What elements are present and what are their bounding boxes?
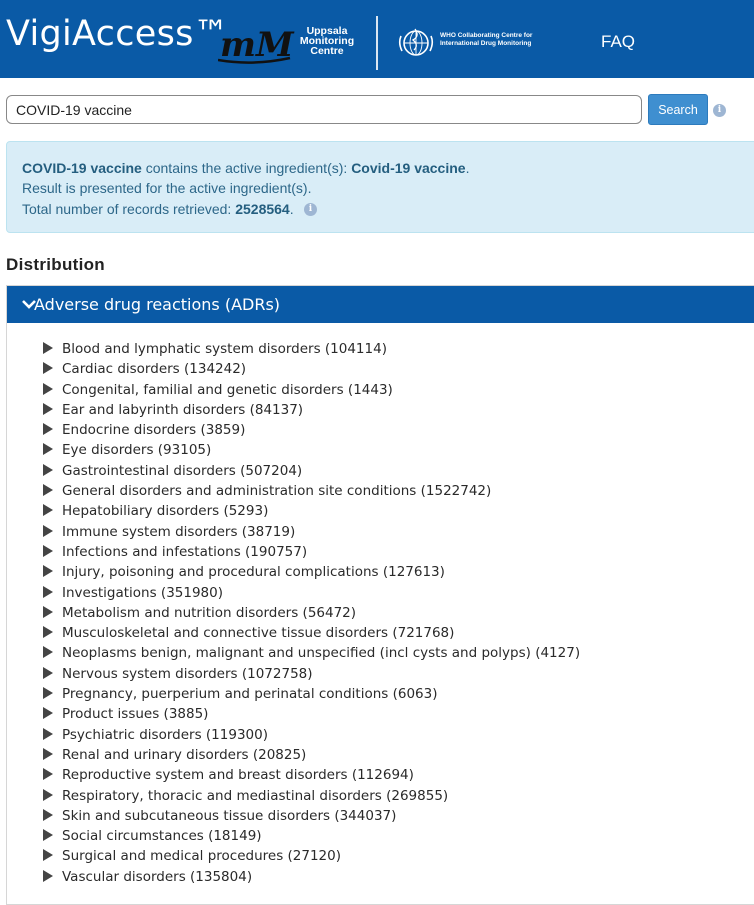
adr-category-item[interactable] — [40, 727, 580, 747]
expand-triangle-icon[interactable] — [43, 748, 53, 760]
expand-triangle-icon[interactable] — [43, 504, 53, 516]
expand-triangle-icon[interactable] — [43, 403, 53, 415]
expand-triangle-icon[interactable] — [43, 423, 53, 435]
expand-triangle-icon[interactable] — [43, 464, 53, 476]
adr-category-item[interactable] — [40, 666, 580, 686]
expand-triangle-icon[interactable] — [43, 383, 53, 395]
adr-category-item[interactable] — [40, 402, 580, 422]
adr-category-label: Skin and subcutaneous tissue disorders (344037) — [62, 807, 397, 824]
top-header-bar — [0, 0, 754, 78]
umc-logo-glyph: mM — [220, 25, 294, 65]
app-title[interactable]: VigiAccess™ — [6, 14, 229, 54]
adr-category-item[interactable] — [40, 686, 580, 706]
adr-category-label: Musculoskeletal and connective tissue disorders (721768) — [62, 625, 455, 642]
umc-name: Uppsala Monitoring Centre — [299, 25, 355, 57]
adr-category-label: Neoplasms benign, malignant and unspecified (incl cysts and polyps) (4127) — [62, 645, 581, 662]
search-button[interactable]: Search — [648, 94, 708, 125]
active-ingredient: Covid-19 vaccine — [351, 160, 466, 176]
adr-category-item[interactable] — [40, 828, 580, 848]
adr-category-item[interactable] — [40, 503, 580, 523]
adr-category-label: Vascular disorders (135804) — [62, 868, 253, 885]
adr-category-label: Surgical and medical procedures (27120) — [62, 848, 341, 865]
result-info-alert — [6, 141, 754, 233]
adr-category-label: Gastrointestinal disorders (507204) — [62, 462, 303, 479]
adr-category-item[interactable] — [40, 625, 580, 645]
ingredient-line-end: . — [465, 160, 470, 176]
adr-category-item[interactable] — [40, 645, 580, 665]
result-presentation-note: Result is presented for the active ingredient(s). — [22, 180, 312, 196]
expand-triangle-icon[interactable] — [43, 728, 53, 740]
expand-triangle-icon[interactable] — [43, 849, 53, 861]
adr-category-item[interactable] — [40, 747, 580, 767]
adr-category-item[interactable] — [40, 848, 580, 868]
adr-category-label: Endocrine disorders (3859) — [62, 422, 246, 439]
expand-triangle-icon[interactable] — [43, 768, 53, 780]
adr-category-label: Congenital, familial and genetic disorders (1443) — [62, 381, 393, 398]
adr-category-item[interactable] — [40, 767, 580, 787]
adr-category-label: Psychiatric disorders (119300) — [62, 726, 268, 743]
adr-category-item[interactable] — [40, 564, 580, 584]
adr-category-label: Renal and urinary disorders (20825) — [62, 746, 307, 763]
adr-category-item[interactable] — [40, 869, 580, 889]
search-info-icon[interactable]: i — [713, 104, 726, 117]
adr-category-label: Social circumstances (18149) — [62, 828, 262, 845]
adr-category-label: Investigations (351980) — [62, 584, 224, 601]
adr-category-label: Injury, poisoning and procedural complications (127613) — [62, 564, 445, 581]
adr-category-label: General disorders and administration site conditions (1522742) — [62, 483, 492, 500]
total-records-line — [22, 201, 294, 217]
expand-triangle-icon[interactable] — [43, 646, 53, 658]
adr-category-label: Hepatobiliary disorders (5293) — [62, 503, 269, 520]
expand-triangle-icon[interactable] — [43, 626, 53, 638]
adr-category-item[interactable] — [40, 585, 580, 605]
who-collaborating-centre: WHO Collaborating Centre for International Drug Monitoring — [440, 32, 533, 47]
adr-category-item[interactable] — [40, 483, 580, 503]
adr-category-item[interactable] — [40, 463, 580, 483]
adr-category-label: Infections and infestations (190757) — [62, 543, 308, 560]
expand-triangle-icon[interactable] — [43, 606, 53, 618]
adr-category-label: Respiratory, thoracic and mediastinal disorders (269855) — [62, 787, 449, 804]
expand-triangle-icon[interactable] — [43, 667, 53, 679]
who-emblem-icon — [398, 26, 434, 60]
adr-category-label: Metabolism and nutrition disorders (56472) — [62, 604, 357, 621]
adr-category-item[interactable] — [40, 422, 580, 442]
adr-category-item[interactable] — [40, 605, 580, 625]
adr-category-label: Reproductive system and breast disorders (112694) — [62, 767, 414, 784]
total-records-count: 2528564 — [235, 201, 290, 217]
expand-triangle-icon[interactable] — [43, 586, 53, 598]
adr-category-item[interactable] — [40, 442, 580, 462]
adr-category-label: Ear and labyrinth disorders (84137) — [62, 401, 304, 418]
expand-triangle-icon[interactable] — [43, 565, 53, 577]
adr-panel-title: Adverse drug reactions (ADRs) — [34, 295, 281, 314]
search-input[interactable] — [6, 95, 642, 124]
distribution-heading: Distribution — [6, 255, 105, 274]
adr-category-item[interactable] — [40, 341, 580, 361]
expand-triangle-icon[interactable] — [43, 687, 53, 699]
adr-category-list — [40, 341, 580, 889]
adr-category-item[interactable] — [40, 706, 580, 726]
adr-category-item[interactable] — [40, 544, 580, 564]
expand-triangle-icon[interactable] — [43, 443, 53, 455]
searched-drug: COVID-19 vaccine — [22, 160, 142, 176]
adr-category-label: Nervous system disorders (1072758) — [62, 665, 313, 682]
adr-category-label: Immune system disorders (38719) — [62, 523, 296, 540]
adr-category-item[interactable] — [40, 808, 580, 828]
adr-category-item[interactable] — [40, 361, 580, 381]
adr-category-label: Blood and lymphatic system disorders (104114) — [62, 341, 387, 357]
header-divider — [376, 16, 378, 70]
ingredient-line-text: contains the active ingredient(s): — [145, 160, 348, 176]
expand-triangle-icon[interactable] — [43, 829, 53, 841]
adr-category-label: Eye disorders (93105) — [62, 442, 212, 459]
expand-triangle-icon[interactable] — [43, 545, 53, 557]
adr-category-item[interactable] — [40, 788, 580, 808]
expand-triangle-icon[interactable] — [43, 525, 53, 537]
expand-triangle-icon[interactable] — [43, 809, 53, 821]
expand-triangle-icon[interactable] — [43, 342, 53, 354]
expand-triangle-icon[interactable] — [43, 484, 53, 496]
adr-category-label: Pregnancy, puerperium and perinatal conditions (6063) — [62, 686, 438, 703]
total-records-end: . — [289, 201, 294, 217]
adr-category-label: Cardiac disorders (134242) — [62, 361, 247, 378]
expand-triangle-icon[interactable] — [43, 707, 53, 719]
adr-category-item[interactable] — [40, 382, 580, 402]
adr-panel-header[interactable] — [7, 286, 754, 323]
ingredient-line — [22, 160, 469, 176]
records-info-icon[interactable]: i — [304, 203, 317, 216]
total-records-label: Total number of records retrieved: — [22, 201, 232, 217]
expand-triangle-icon[interactable] — [43, 362, 53, 374]
adr-category-label: Product issues (3885) — [62, 706, 209, 723]
adr-category-item[interactable] — [40, 524, 580, 544]
faq-link[interactable]: FAQ — [601, 32, 636, 51]
expand-triangle-icon[interactable] — [43, 789, 53, 801]
expand-triangle-icon[interactable] — [43, 870, 53, 882]
